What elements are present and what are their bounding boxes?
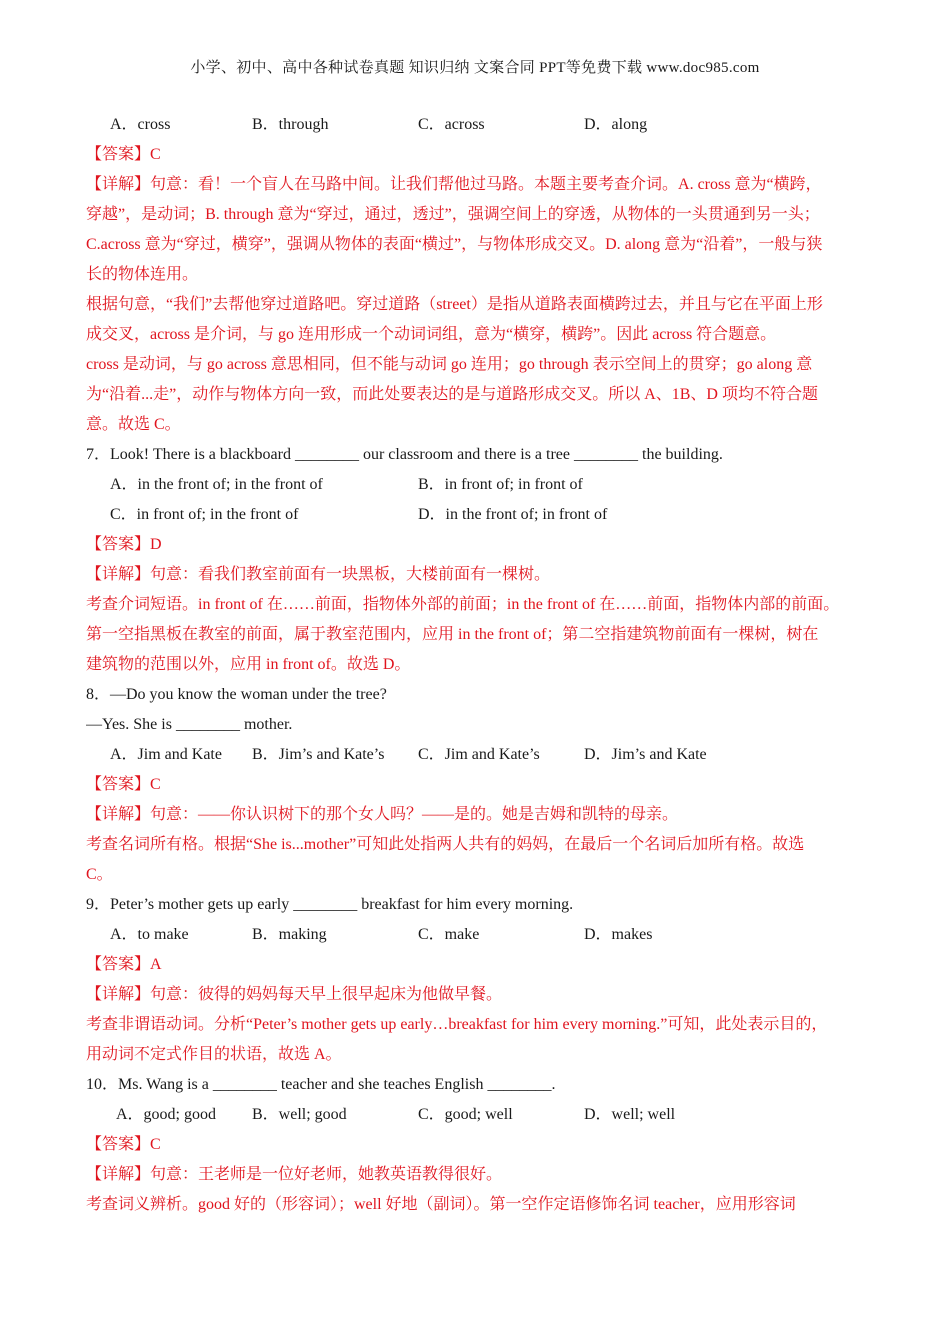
- q6-option-b: B．through: [252, 116, 329, 133]
- q6-option-a: A．cross: [110, 116, 171, 133]
- page-header: 小学、初中、高中各种试卷真题 知识归纳 文案合同 PPT等免费下载 www.doc985.com: [190, 60, 760, 76]
- q7-stem: 7．Look! There is a blackboard ________ our classroom and there is a tree ________ the building.: [86, 446, 723, 463]
- q9-option-c: C．make: [418, 926, 480, 943]
- q9-answer: 【答案】A: [86, 956, 162, 973]
- q10-options: [86, 1100, 876, 1130]
- q10-option-a: A．good; good: [116, 1106, 217, 1123]
- q8-stem: 8．—Do you know the woman under the tree?: [86, 686, 387, 703]
- q6-options: [86, 110, 876, 140]
- q8-option-a: A．Jim and Kate: [110, 746, 222, 763]
- q8-explanation-line: 考查名词所有格。根据“She is...mother”可知此处指两人共有的妈妈，在最后一个名词后加所有格。故选: [86, 836, 805, 853]
- q7-explanation-line: 建筑物的范围以外，应用 in front of。故选 D。: [86, 656, 411, 673]
- q10-option-c: C．good; well: [418, 1106, 513, 1123]
- q8-detail: 【详解】句意：——你认识树下的那个女人吗？——是的。她是吉姆和凯特的母亲。: [86, 806, 679, 823]
- q6-option-d: D．along: [584, 116, 648, 133]
- q6-explanation-line: cross 是动词，与 go across 意思相同，但不能与动词 go 连用；go through 表示空间上的贯穿；go along 意: [86, 356, 813, 373]
- q9-explanation-line: 考查非谓语动词。分析“Peter’s mother gets up early…breakfast for him every morning.”可知，此处表示目的，: [86, 1016, 828, 1033]
- q9-detail: 【详解】句意：彼得的妈妈每天早上很早起床为他做早餐。: [86, 986, 503, 1003]
- q7-options-row2: [86, 500, 876, 530]
- q10-answer: 【答案】C: [86, 1136, 161, 1153]
- q9-option-b: B．making: [252, 926, 327, 943]
- document-body: [86, 110, 876, 1220]
- q10-explanation-line: 考查词义辨析。good 好的（形容词）；well 好地（副词）。第一空作定语修饰名词 teacher，应用形容词: [86, 1196, 796, 1213]
- q8-options: [86, 740, 876, 770]
- q7-explanation-line: 第一空指黑板在教室的前面，属于教室范围内，应用 in the front of；第二空指建筑物前面有一棵树，树在: [86, 626, 819, 643]
- q8-stem-reply: —Yes. She is ________ mother.: [86, 716, 293, 733]
- q7-option-a: A．in the front of; in the front of: [110, 476, 323, 493]
- q6-detail-line: 穿越”，是动词；B. through 意为“穿过，通过，透过”，强调空间上的穿透，从物体的一头贯通到另一头；: [86, 206, 820, 223]
- q8-option-c: C．Jim and Kate’s: [418, 746, 540, 763]
- q7-options-row1: [86, 470, 876, 500]
- q8-option-d: D．Jim’s and Kate: [584, 746, 707, 763]
- q6-detail-line: 长的物体连用。: [86, 266, 199, 283]
- q8-option-b: B．Jim’s and Kate’s: [252, 746, 385, 763]
- q6-detail-line: C.across 意为“穿过，横穿”，强调从物体的表面“横过”，与物体形成交叉。D. along 意为“沿着”，一般与狭: [86, 236, 823, 253]
- q9-stem: 9．Peter’s mother gets up early ________ breakfast for him every morning.: [86, 896, 574, 913]
- q9-explanation-line: 用动词不定式作目的状语，故选 A。: [86, 1046, 342, 1063]
- q7-answer: 【答案】D: [86, 536, 162, 553]
- q10-detail: 【详解】句意：王老师是一位好老师，她教英语教得很好。: [86, 1166, 503, 1183]
- q10-option-d: D．well; well: [584, 1106, 676, 1123]
- q7-option-b: B．in front of; in front of: [418, 476, 583, 493]
- q7-option-d: D．in the front of; in front of: [418, 506, 608, 523]
- q10-option-b: B．well; good: [252, 1106, 347, 1123]
- q7-detail: 【详解】句意：看我们教室前面有一块黑板，大楼前面有一棵树。: [86, 566, 551, 583]
- q6-explanation-line: 为“沿着...走”，动作与物体方向一致，而此处要表达的是与道路形成交叉。所以 A、1B、D 项均不符合题: [86, 386, 818, 403]
- q9-option-a: A．to make: [110, 926, 189, 943]
- q6-explanation-line: 成交叉，across 是介词，与 go 连用形成一个动词词组，意为“横穿，横跨”。因此 across 符合题意。: [86, 326, 777, 343]
- q6-detail-line: 【详解】句意：看！一个盲人在马路中间。让我们帮他过马路。本题主要考查介词。A. cross 意为“横跨，: [86, 176, 822, 193]
- q10-stem: 10．Ms. Wang is a ________ teacher and she teaches English ________.: [86, 1076, 556, 1093]
- q8-answer: 【答案】C: [86, 776, 161, 793]
- q9-options: [86, 920, 876, 950]
- q9-option-d: D．makes: [584, 926, 653, 943]
- q6-explanation-line: 意。故选 C。: [86, 416, 181, 433]
- q7-option-c: C．in front of; in the front of: [110, 506, 299, 523]
- q6-option-c: C．across: [418, 116, 485, 133]
- q8-explanation-line: C。: [86, 866, 113, 883]
- q6-answer: 【答案】C: [86, 146, 161, 163]
- q7-explanation-line: 考查介词短语。in front of 在……前面，指物体外部的前面；in the front of 在……前面，指物体内部的前面。: [86, 596, 840, 613]
- q6-explanation-line: 根据句意，“我们”去帮他穿过道路吧。穿过道路（street）是指从道路表面横跨过去，并且与它在平面上形: [86, 296, 823, 313]
